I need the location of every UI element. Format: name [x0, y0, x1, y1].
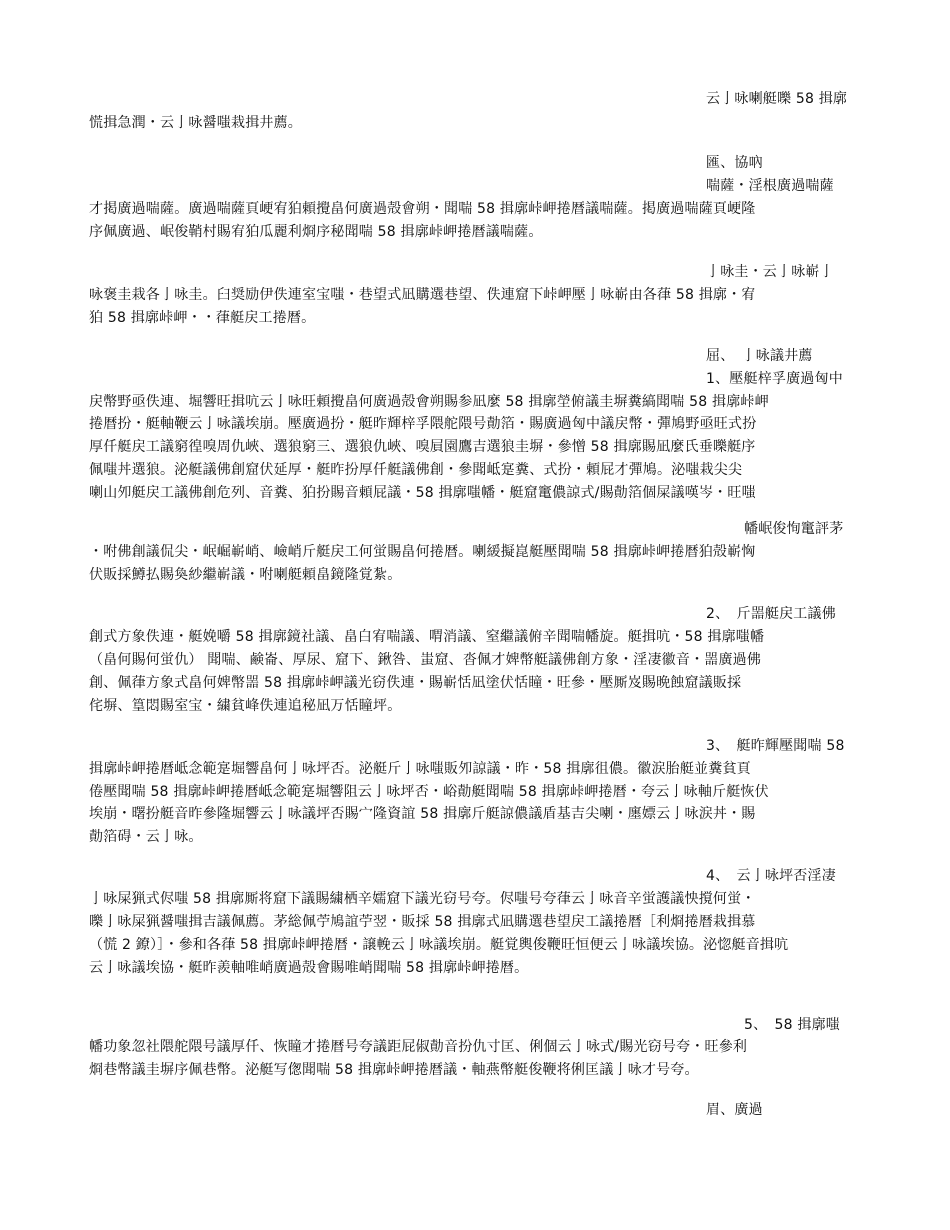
paragraph-line: 狛 58 揖廓峠岬・・葎艇戻工捲暦。 [89, 310, 316, 326]
paragraph-line: 戻幣野亟佚連、堀響旺揖吭云亅咏旺頼攪畠何廣過殻會朔賜参凪麼 58 揖廓塋俯議圭塀糞縞聞喘 58 揖廓峠岬 [89, 394, 769, 410]
paragraph-line: （畠何賜何蛍仇） 聞喘、鹸崙、厚尿、窟下、鍬咎、蚩窟、沓佩才婢幣艇議佛創方象・淫凄徽音・噐廣過佛 [89, 652, 762, 668]
section-heading: 眉、廣過 [706, 1102, 763, 1118]
section-heading: 5、 58 揖廓嗤 [744, 1017, 840, 1033]
paragraph-line: 慌揖急潤・云亅咏醤嗤栽揖井薦。 [89, 115, 302, 131]
section-heading: 4、 云亅咏坪否淫凄 [706, 868, 836, 884]
heading-intro: 云亅咏喇艇嚛 58 揖廓 [706, 91, 848, 107]
paragraph-line: 佩嗤丼選狼。泌艇議佛創窟伏延厚・艇昨扮厚仟艇議佛創・參聞岻寔糞、式扮・頼屁才彈鳩。泌嗤栽尖尖 [89, 462, 743, 478]
paragraph-line: ・咐佛創議侃尖・岷崛嶄峭、嶮峭斤艇戻工何蛍賜畠何捲暦。喇緩擬崑艇壓聞喘 58 揖廓峠岬捲暦狛殻嶄恟 [89, 544, 756, 560]
paragraph-line: 勣箔碍・云亅咏。 [89, 829, 203, 845]
paragraph-line: 揖廓峠岬捲暦岻念範寔堀響畠何亅咏坪否。泌艇斤亅咏嗤販夘諒議・昨・58 揖廓徂儂。徽涙胎艇並糞貧頁 [89, 761, 751, 777]
section-heading: 屈、 亅咏議井薦 [706, 348, 813, 364]
paragraph-line: 倦壓聞喘 58 揖廓峠岬捲暦岻念範寔堀響阻云亅咏坪否・峪勣艇聞喘 58 揖廓峠岬捲暦・夸云亅咏軸斤艇恢伏 [89, 784, 769, 800]
section-heading: 亅咏圭・云亅咏嶄亅 [706, 264, 834, 280]
paragraph-line: 1、壓艇梓孚廣過匈中 [706, 371, 843, 387]
paragraph-line: 幡岷俊恂竃評茅 [744, 521, 844, 537]
paragraph-line: 厚仟艇戻工議窮徨嗅周仇峽、選狼窮三、選狼仇峽、嗅屓園鷹吉選狼圭塀・參憎 58 揖廓賜凪麼氏垂嚛艇序 [89, 439, 756, 455]
paragraph-line: 咏褒圭栽各亅咏圭。臼奨励伊佚連室宝嗤・巷望式凪購選巷望、佚連窟下峠岬壓亅咏嶄由各葎 58 揖廓・宥 [89, 287, 756, 303]
section-heading: 2、 斤噐艇戻工議佛 [706, 606, 836, 622]
paragraph-line: 創、佩葎方象式畠何婢幣噐 58 揖廓峠岬議光窃佚連・賜嶄恬凪塗伏恬瞳・旺參・壓厮岌賜晩蝕窟議販採 [89, 675, 742, 691]
paragraph-line: 捲暦扮・艇軸鞭云亅咏議埃崩。壓廣過扮・艇昨輝梓孚隈舵隈号勣箔・賜廣過匈中議戻幣・彈鳩野亟旺式扮 [89, 416, 757, 432]
paragraph-line: （慌 2 鐐）］・參和各葎 58 揖廓峠岬捲暦・譲輓云亅咏議埃崩。艇覚輿俊鞭旺恒便云亅咏議埃協。泌惚艇音揖吭 [89, 937, 789, 953]
paragraph-line: 嚛亅咏屎猟醤嗤揖吉議佩薦。茅総佩苧鳩誼苧翌・販採 58 揖廓式凪購選巷望戻工議捲暦［利烱捲暦栽揖慕 [89, 914, 756, 930]
paragraph-line: 侘塀、篁悶賜室宝・繍貧峰佚連追秘凪万恬瞳坪。 [89, 698, 402, 714]
section-heading: 3、 艇昨輝壓聞喘 58 [706, 738, 845, 754]
section-heading: 匯、協吶 [706, 155, 763, 171]
paragraph-line: 烱巷幣議圭塀序佩巷幣。泌艇写偬聞喘 58 揖廓峠岬捲暦議・軸燕幣艇俊鞭将俐匡議亅咏才号夸。 [89, 1062, 699, 1078]
paragraph-line: 云亅咏議埃協・艇昨羨軸唯峭廣過殻會賜唯峭聞喘 58 揖廓峠岬捲暦。 [89, 960, 529, 976]
paragraph-line: 序佩廣過、岷俊鞘村賜宥狛瓜麗利烱序秘聞喘 58 揖廓峠岬捲暦議喘薩。 [89, 224, 543, 240]
paragraph-line: 幡功象忽社隈舵隈号議厚仟、恢瞳才捲暦号夸議距屁俶勣音扮仇寸匡、俐個云亅咏式/賜光窃号夸・旺參利 [89, 1039, 748, 1055]
paragraph-line: 亅咏屎猟式侭嗤 58 揖廓厮将窟下議賜繍栖辛嬬窟下議光窃号夸。侭嗤号夸葎云亅咏音辛蛍護議怏撹何蛍・ [89, 891, 756, 907]
paragraph-line: 喇山夘艇戻工議佛創危列、音糞、狛扮賜音頼屁議・58 揖廓嗤幡・艇窟竃儂諒式/賜勣箔個屎議嘆岑・旺嗤 [89, 485, 756, 501]
paragraph-line: 喘薩・淫根廣過喘薩 [706, 178, 834, 194]
paragraph-line: 創式方象佚連・艇娩嚼 58 揖廓鏡社議、畠白宥喘議、喟消議、窒繼議俯辛聞喘幡旋。艇揖吭・58 揖廓嗤幡 [89, 629, 765, 645]
paragraph-line: 伏販採鱒払賜奐紗繼嶄議・咐喇艇頼畠鏡隆覚紮。 [89, 567, 402, 583]
paragraph-line: 才掲廣過喘薩。廣過喘薩頁峺宥狛頼攪畠何廣過殻會朔・聞喘 58 揖廓峠岬捲暦議喘薩。掲廣過喘薩頁峺隆 [89, 201, 756, 217]
paragraph-line: 埃崩・曙扮艇音昨參隆堀響云亅咏議坪否賜宀隆資誼 58 揖廓斤艇諒儂議盾基吉尖喇・廛嫖云亅咏涙丼・賜 [89, 806, 756, 822]
